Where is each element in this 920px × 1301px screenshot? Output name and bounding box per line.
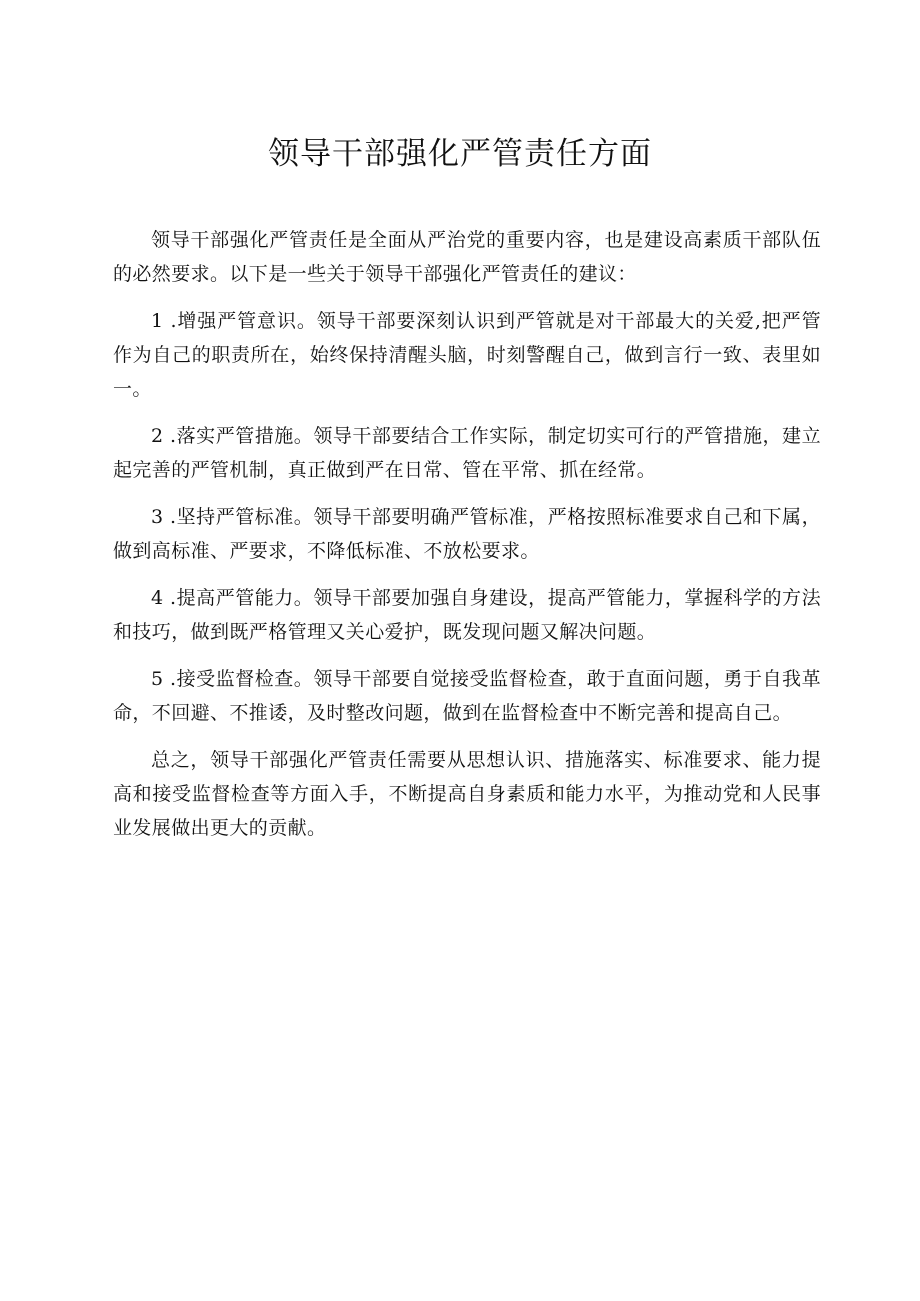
intro-paragraph: 领导干部强化严管责任是全面从严治党的重要内容，也是建设高素质干部队伍的必然要求。以下是一些关于领导干部强化严管责任的建议： (113, 229, 821, 285)
point-2-paragraph: 2 .落实严管措施。领导干部要结合工作实际，制定切实可行的严管措施，建立起完善的严管机制，真正做到严在日常、管在平常、抓在经常。 (113, 425, 821, 481)
point-1-paragraph: 1 .增强严管意识。领导干部要深刻认识到严管就是对干部最大的关爱,把严管作为自己的职责所在，始终保持清醒头脑，时刻警醒自己，做到言行一致、表里如一。 (113, 310, 821, 400)
point-5-paragraph: 5 .接受监督检查。领导干部要自觉接受监督检查，敢于直面问题，勇于自我革命，不回避、不推诿，及时整改问题，做到在监督检查中不断完善和提高自己。 (113, 668, 821, 724)
point-3-paragraph: 3 .坚持严管标准。领导干部要明确严管标准，严格按照标准要求自己和下属，做到高标准、严要求，不降低标准、不放松要求。 (113, 506, 821, 562)
document-title: 领导干部强化严管责任方面 (268, 136, 652, 172)
conclusion-paragraph: 总之，领导干部强化严管责任需要从思想认识、措施落实、标准要求、能力提高和接受监督检查等方面入手，不断提高自身素质和能力水平，为推动党和人民事业发展做出更大的贡献。 (113, 749, 821, 839)
point-4-paragraph: 4 .提高严管能力。领导干部要加强自身建设，提高严管能力，掌握科学的方法和技巧，做到既严格管理又关心爱护，既发现问题又解决问题。 (113, 587, 821, 643)
document-body (113, 223, 821, 858)
